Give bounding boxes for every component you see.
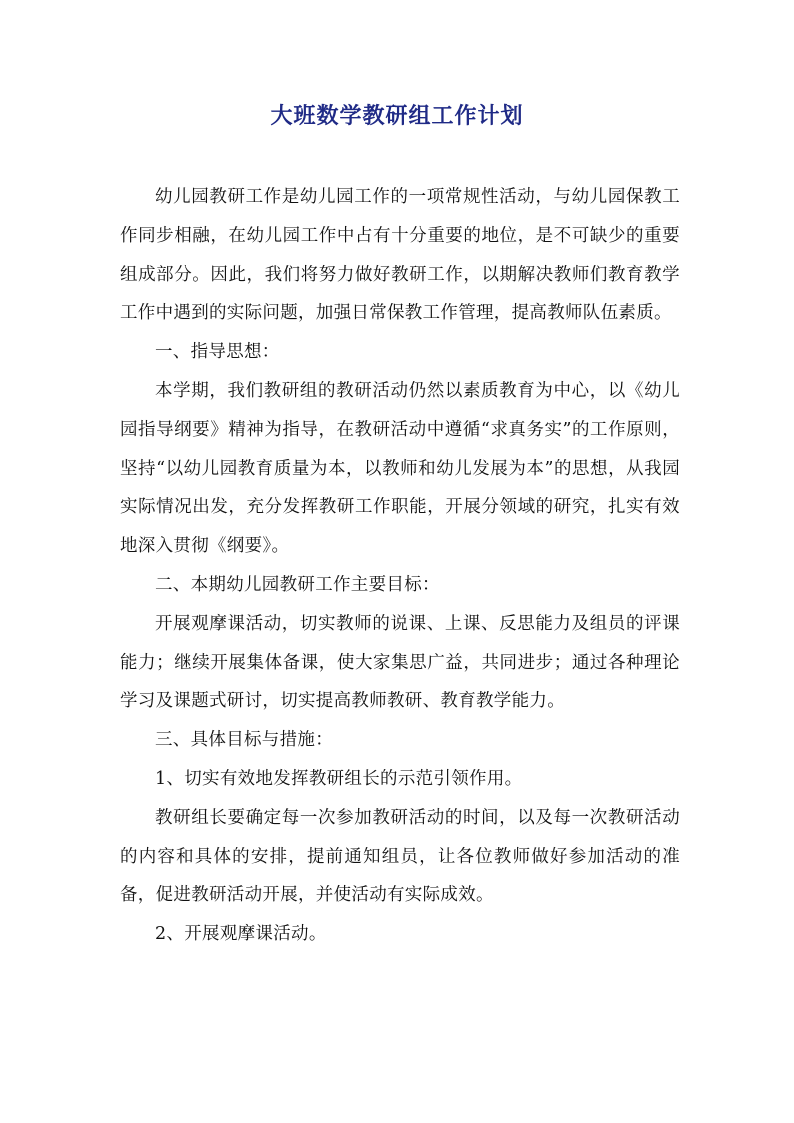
measure-1-heading: 1、切实有效地发挥教研组长的示范引领作用。: [155, 768, 523, 789]
document-body: [120, 178, 680, 954]
intro-paragraph: 幼儿园教研工作是幼儿园工作的一项常规性活动，与幼儿园保教工作同步相融，在幼儿园工作中占有十分重要的地位，是不可缺少的重要组成部分。因此，我们将努力做好教研工作，以期解决教师们教育教学工作中遇到的实际问题，加强日常保教工作管理，提高教师队伍素质。: [120, 187, 680, 324]
main-goals-paragraph: 开展观摩课活动，切实教师的说课、上课、反思能力及组员的评课能力；继续开展集体备课，使大家集思广益，共同进步；通过各种理论学习及课题式研讨，切实提高教师教研、教育教学能力。: [120, 613, 680, 712]
measure-2-heading: 2、开展观摩课活动。: [155, 924, 327, 945]
guiding-ideology-paragraph: 本学期，我们教研组的教研活动仍然以素质教育为中心，以《幼儿园指导纲要》精神为指导，在教研活动中遵循“求真务实”的工作原则，坚持“以幼儿园教育质量为本，以教师和幼儿发展为本”的思想，从我园实际情况出发，充分发挥教研工作职能，开展分领域的研究，扎实有效地深入贯彻《纲要》。: [120, 380, 680, 557]
section-heading-guiding-ideology: 一、指导思想：: [155, 342, 280, 363]
section-heading-main-goals: 二、本期幼儿园教研工作主要目标：: [155, 574, 440, 595]
measure-1-paragraph: 教研组长要确定每一次参加教研活动的时间，以及每一次教研活动的内容和具体的安排，提前通知组员，让各位教师做好参加活动的准备，促进教研活动开展，并使活动有实际成效。: [120, 807, 680, 906]
section-heading-measures: 三、具体目标与措施：: [155, 730, 333, 751]
document-title: 大班数学教研组工作计划: [270, 103, 524, 129]
